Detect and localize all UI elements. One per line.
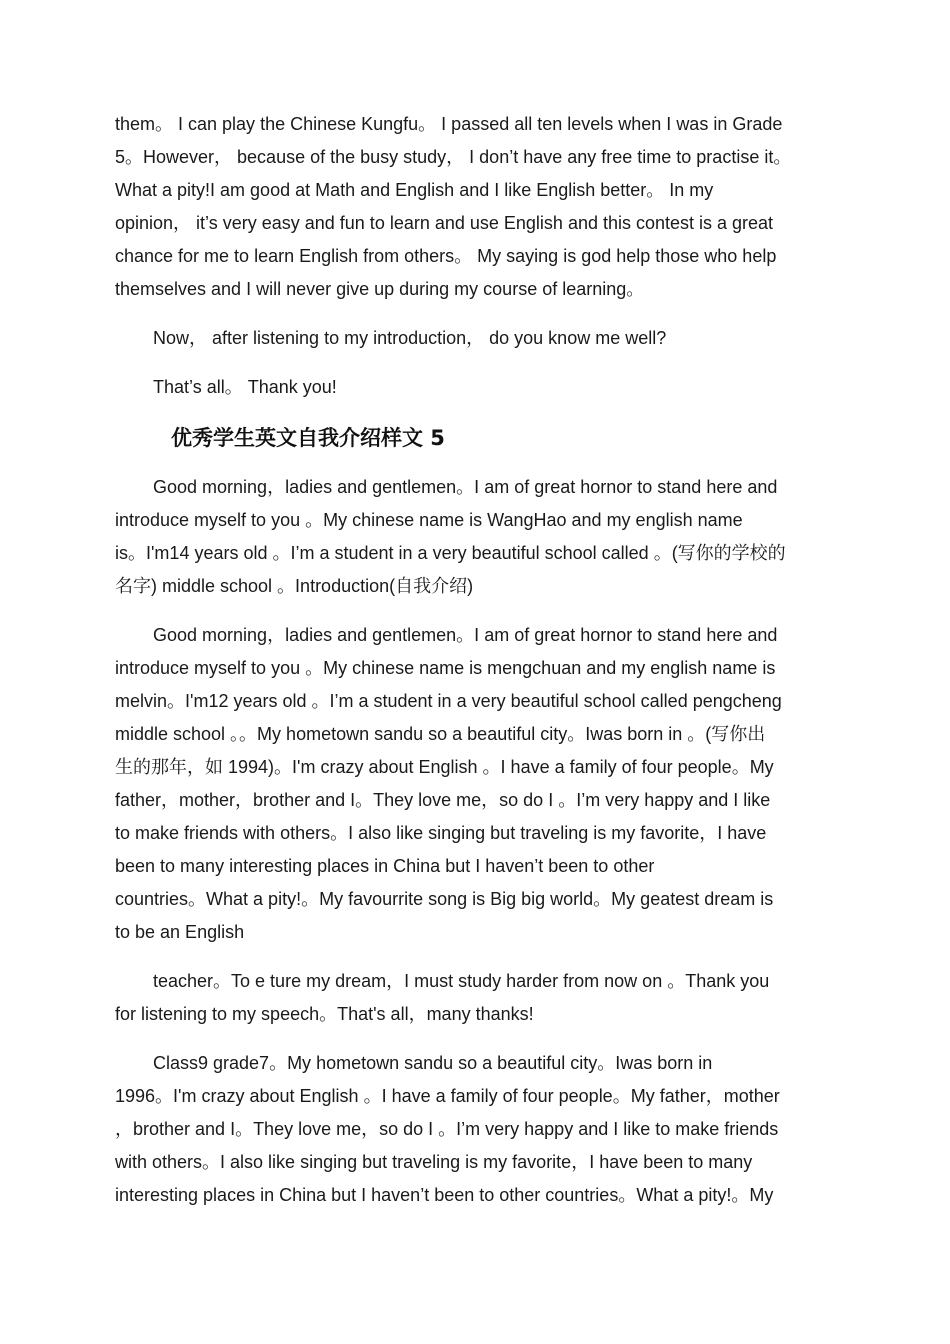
document-body [115,108,831,1212]
paragraph-sample-1: Good morning，ladies and gentlemen。I am of great hornor to stand here and introduce myself to you 。My chinese name is WangHao and my english name is。I'm14 years old 。I’m a student in a very beautiful school called 。(写你的学校的 名字) middle school 。Introduction(自我介绍) [115,477,786,596]
section-heading: 优秀学生英文自我介绍样文 5 [171,426,445,450]
paragraph-continued-intro: them。 I can play the Chinese Kungfu。 I passed all ten levels when I was in Grade 5。However， because of the busy study， I don’t have any free time to practise it。 What a pity!I am good at Math and English and I like English better。 In my opinion， it’s very easy and fun to learn and use English and this contest is a great chance for me to learn English from others。 My saying is god help those who help themselves and I will never give up during my course of learning。 [115,114,792,299]
paragraph-sample-2-continued: teacher。To e ture my dream，I must study harder from now on 。Thank you for listening to my speech。That's all，many thanks! [115,971,770,1024]
paragraph-closing: That’s all。 Thank you! [153,377,337,397]
paragraph-sample-2: Good morning，ladies and gentlemen。I am of great hornor to stand here and introduce myself to you 。My chinese name is mengchuan and my english name is melvin。I'm12 years old 。I’m a student in a very beautiful school called pengcheng middle school 。。My hometown sandu so a beautiful city。Iwas born in 。(写你出 生的那年，如 1994)。I'm crazy about English 。I have a family of four people。My father，mother，brother and I。They love me，so do I 。I’m very happy and I like to make friends with others。I also like singing but traveling is my favorite，I have been to many interesting places in China but I haven’t been to other countries。What a pity!。My favourrite song is Big big world。My geatest dream is to be an English [115,625,782,942]
paragraph-question: Now， after listening to my introduction， do you know me well? [153,328,667,348]
paragraph-sample-3: Class9 grade7。My hometown sandu so a beautiful city。Iwas born in 1996。I'm crazy about English 。I have a family of four people。My father，mother ，brother and I。They love me，so do I 。I’m very happy and I like to make friends with others。I also like singing but traveling is my favorite，I have been to many interesting places in China but I haven’t been to other countries。What a pity!。My [115,1053,780,1205]
